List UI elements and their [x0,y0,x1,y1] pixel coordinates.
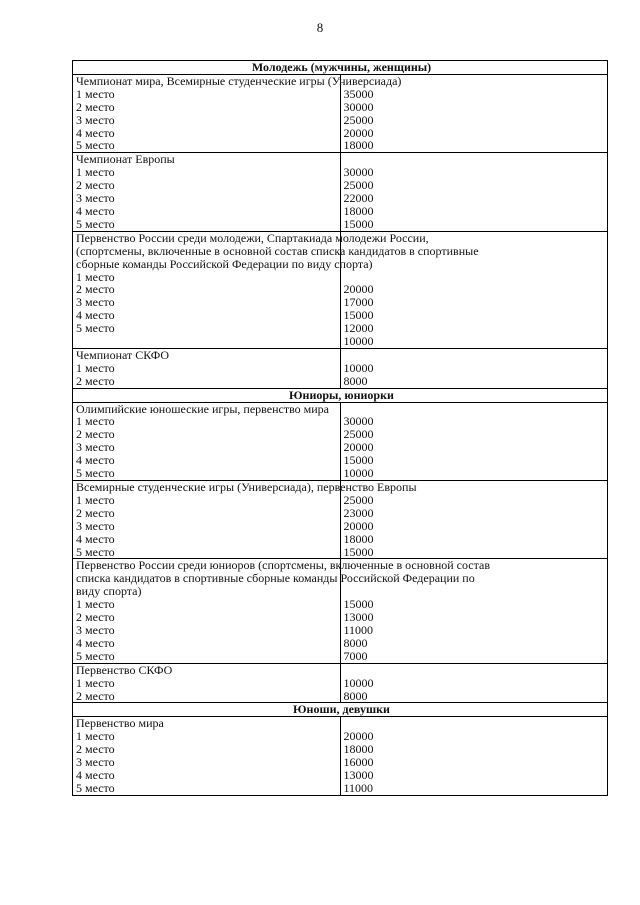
table-row [73,650,608,663]
prize-amount: 17000 [340,296,608,309]
prize-amount: 35000 [340,88,608,101]
competition-title-row [73,663,608,676]
competition-title-line: сборные команды Российской Федерации по виду спорта) [76,256,373,271]
place-label: 4 место [73,533,341,546]
place-label: 5 место [73,218,341,231]
table-row [73,192,608,205]
prize-amount: 30000 [340,415,608,428]
prize-amount: 25000 [340,179,608,192]
competition-title: Чемпионат мира, Всемирные студенческие игры (Универсиада) [73,74,341,87]
place-label: 4 место [73,454,341,467]
prize-amount: 25000 [340,114,608,127]
competition-title: Олимпийские юношеские игры, первенство мира [73,402,341,415]
prize-amount: 18000 [340,139,608,152]
place-label: 5 место [73,467,341,480]
prize-amount: 20000 [340,520,608,533]
place-label: 3 место [73,756,341,769]
place-label: 1 место [73,494,341,507]
place-label: 3 место [73,192,341,205]
competition-title-line: (спортсмены, включенные в основной состав списка кандидатов в спортивные [76,243,479,258]
place-label: 5 место [73,139,341,152]
competition-title-row [73,231,608,270]
prize-amount: 20000 [340,127,608,140]
prize-amount: 15000 [340,218,608,231]
competition-title: Всемирные студенческие игры (Универсиада), первенство Европы [73,481,341,494]
place-label: 1 место [73,598,341,611]
prize-amount: 18000 [340,205,608,218]
table-row [73,166,608,179]
table-row [73,624,608,637]
prize-table-body [73,61,608,796]
place-label: 5 место [73,322,341,335]
prize-amount: 10000 [340,362,608,375]
place-label: 1 место [73,271,341,284]
table-row [73,375,608,388]
place-label: 4 место [73,309,341,322]
prize-amount: 11000 [340,624,608,637]
amount-cell-empty [340,402,608,415]
competition-title [73,558,491,599]
table-row [73,218,608,231]
competition-title-row [73,153,608,166]
prize-amount: 10000 [340,335,608,348]
prize-amount: 15000 [340,598,608,611]
prize-amount: 20000 [340,730,608,743]
prize-amount: 20000 [340,283,608,296]
prize-amount: 15000 [340,309,608,322]
prize-amount: 8000 [340,375,608,388]
table-row [73,611,608,624]
place-label: 2 место [73,743,341,756]
table-row [73,454,608,467]
prize-amount: 8000 [340,637,608,650]
prize-amount: 30000 [340,101,608,114]
section-header-row [73,388,608,402]
table-row [73,494,608,507]
prize-table [72,60,608,796]
prize-amount: 10000 [340,677,608,690]
place-label: 2 место [73,375,341,388]
table-row [73,139,608,152]
place-label: 4 место [73,769,341,782]
competition-title-line: Первенство России среди юниоров (спортсмены, включенные в основной состав [76,558,491,573]
table-row [73,309,608,322]
table-row [73,730,608,743]
prize-amount: 8000 [340,690,608,703]
table-row [73,533,608,546]
table-row [73,769,608,782]
prize-amount: 20000 [340,441,608,454]
table-row [73,283,608,296]
place-label: 2 место [73,507,341,520]
competition-title: Первенство СКФО [73,663,341,676]
place-label: 3 место [73,114,341,127]
competition-title: Первенство мира [73,717,341,730]
place-label: 3 место [73,624,341,637]
place-label: 2 место [73,101,341,114]
section-header-row [73,61,608,75]
table-row [73,546,608,559]
place-label: 3 место [73,520,341,533]
competition-title: Чемпионат СКФО [73,348,341,361]
place-label: 2 место [73,611,341,624]
table-row [73,677,608,690]
place-label: 1 место [73,88,341,101]
prize-amount: 25000 [340,428,608,441]
prize-amount: 13000 [340,611,608,624]
section-title: Юниоры, юниорки [73,388,608,402]
place-label: 1 место [73,362,341,375]
competition-title-row [73,559,608,598]
competition-title-line: списка кандидатов в спортивные сборные команды Российской Федерации по [76,571,475,586]
table-row [73,322,608,335]
place-label: 4 место [73,205,341,218]
place-label: 1 место [73,730,341,743]
table-row [73,428,608,441]
table-row [73,271,608,284]
competition-title: Чемпионат Европы [73,153,341,166]
place-label: 5 место [73,546,341,559]
table-row [73,637,608,650]
competition-title-line: виду спорта) [76,584,142,599]
place-label: 1 место [73,166,341,179]
table-row [73,782,608,795]
place-label: 4 место [73,637,341,650]
competition-title-row [73,717,608,730]
place-label: 2 место [73,428,341,441]
prize-amount: 18000 [340,533,608,546]
competition-title-line: Первенство России среди молодежи, Спартакиада молодежи России, [76,230,429,245]
table-row [73,362,608,375]
section-title: Юноши, девушки [73,703,608,717]
place-label: 2 место [73,179,341,192]
competition-title [73,230,479,271]
table-row [73,415,608,428]
place-label: 4 место [73,127,341,140]
place-label: 1 место [73,415,341,428]
prize-amount: 12000 [340,322,608,335]
competition-title-row [73,481,608,494]
table-row [73,179,608,192]
place-label [73,335,341,348]
prize-amount: 23000 [340,507,608,520]
place-label: 5 место [73,650,341,663]
competition-title-row [73,74,608,87]
prize-amount: 7000 [340,650,608,663]
place-label: 5 место [73,782,341,795]
prize-amount [340,271,608,284]
table-row [73,598,608,611]
amount-cell-empty [340,153,608,166]
prize-amount: 11000 [340,782,608,795]
amount-cell-empty [340,663,608,676]
table-row [73,88,608,101]
section-header-row [73,703,608,717]
place-label: 2 место [73,690,341,703]
place-label: 1 место [73,677,341,690]
place-label: 3 место [73,441,341,454]
table-row [73,507,608,520]
prize-amount: 25000 [340,494,608,507]
table-row [73,690,608,703]
table-row [73,296,608,309]
table-row [73,205,608,218]
place-label: 2 место [73,283,341,296]
competition-title-row [73,402,608,415]
prize-amount: 16000 [340,756,608,769]
competition-title-row [73,348,608,361]
table-row [73,520,608,533]
table-row [73,335,608,348]
prize-amount: 15000 [340,454,608,467]
table-row [73,127,608,140]
table-row [73,467,608,480]
table-row [73,101,608,114]
prize-amount: 18000 [340,743,608,756]
prize-amount: 22000 [340,192,608,205]
table-row [73,743,608,756]
amount-cell-empty [340,717,608,730]
prize-amount: 30000 [340,166,608,179]
page-number: 8 [316,20,324,35]
table-row [73,114,608,127]
table-row [73,756,608,769]
table-row [73,441,608,454]
section-title: Молодежь (мужчины, женщины) [73,61,608,75]
prize-amount: 10000 [340,467,608,480]
amount-cell-empty [340,348,608,361]
prize-amount: 13000 [340,769,608,782]
prize-amount: 15000 [340,546,608,559]
place-label: 3 место [73,296,341,309]
